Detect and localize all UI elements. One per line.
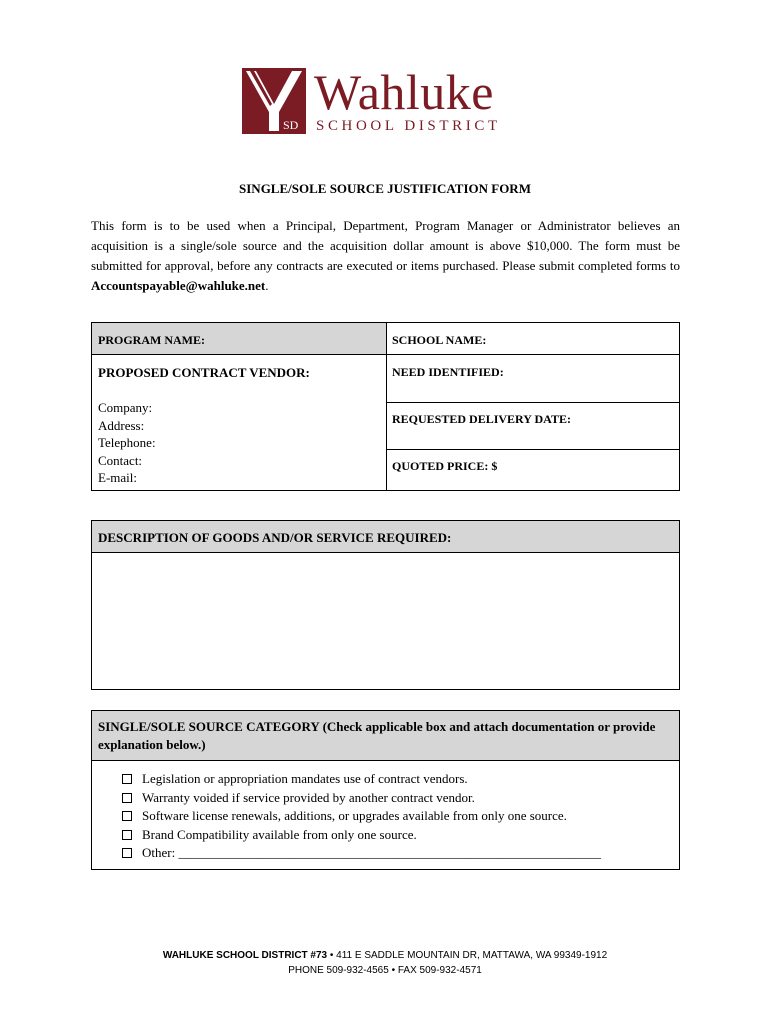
details-table	[91, 322, 680, 491]
column-divider	[386, 323, 387, 490]
vendor-address-field[interactable]: Address:	[98, 417, 145, 433]
category-option-label: Brand Compatibility available from only one source.	[142, 826, 417, 842]
category-section	[91, 710, 680, 870]
category-option-label: Warranty voided if service provided by another contract vendor.	[142, 789, 475, 805]
checkbox-icon[interactable]	[122, 793, 132, 803]
school-name-cell[interactable]	[387, 323, 679, 355]
category-header-label: SINGLE/SOLE SOURCE CATEGORY (Check applicable box and attach documentation or provide explanation below.)	[98, 719, 656, 752]
school-name-label: SCHOOL NAME:	[392, 333, 487, 347]
category-option-label: Legislation or appropriation mandates use of contract vendors.	[142, 771, 468, 787]
description-input-area[interactable]	[92, 553, 679, 689]
intro-end: .	[265, 278, 269, 293]
checkbox-icon[interactable]	[122, 811, 132, 821]
district-logo-mark-icon	[242, 68, 306, 134]
vendor-fields	[98, 399, 156, 487]
category-options	[122, 770, 601, 863]
row-divider	[387, 449, 679, 450]
logo-mark-text: SD	[283, 118, 299, 132]
category-option[interactable]	[122, 789, 601, 808]
footer-phone-line: PHONE 509-932-4565 • FAX 509-932-4571	[288, 965, 482, 976]
row-divider	[387, 402, 679, 403]
description-header-label: DESCRIPTION OF GOODS AND/OR SERVICE REQUIRED:	[98, 530, 452, 545]
form-title: SINGLE/SOLE SOURCE JUSTIFICATION FORM	[239, 181, 531, 196]
footer-address-line	[0, 948, 770, 963]
description-header	[92, 521, 679, 553]
district-name: Wahluke	[314, 64, 494, 120]
category-option[interactable]	[122, 807, 601, 826]
category-option[interactable]	[122, 826, 601, 845]
footer-district: WAHLUKE SCHOOL DISTRICT #73	[162, 950, 328, 961]
requested-delivery-label[interactable]: REQUESTED DELIVERY DATE:	[392, 412, 571, 426]
description-section	[91, 520, 680, 690]
vendor-email-field[interactable]: E-mail:	[98, 470, 137, 485]
proposed-vendor-label: PROPOSED CONTRACT VENDOR:	[98, 365, 310, 380]
category-header	[92, 711, 679, 761]
accounts-payable-email[interactable]: Accountspayable@wahluke.net	[91, 278, 266, 293]
intro-paragraph	[91, 216, 680, 296]
category-option[interactable]	[122, 844, 601, 863]
intro-text: This form is to be used when a Principal, Department, Program Manager or Administrator believes an acquisition is a single/sole source and the acquisition dollar amount is above $10,000. The form must be submitted for approval, before any contracts are executed or items purchased. Please submit completed forms to	[91, 218, 680, 273]
category-option[interactable]	[122, 770, 601, 789]
program-name-label: PROGRAM NAME:	[98, 333, 205, 347]
quoted-price-label[interactable]: QUOTED PRICE: $	[392, 459, 498, 473]
checkbox-icon[interactable]	[122, 830, 132, 840]
footer-address: • 411 E SADDLE MOUNTAIN DR, MATTAWA, WA 99349-1912	[327, 950, 608, 961]
vendor-telephone-field[interactable]: Telephone:	[98, 435, 156, 450]
category-option-label: Software license renewals, additions, or upgrades available from only one source.	[142, 808, 567, 824]
vendor-company-field[interactable]: Company:	[98, 400, 153, 415]
page-footer	[0, 948, 770, 978]
checkbox-icon[interactable]	[122, 774, 132, 784]
category-option-label: Other: _________________________________________________________________	[142, 845, 601, 861]
program-name-cell[interactable]	[92, 323, 386, 355]
need-identified-label[interactable]: NEED IDENTIFIED:	[392, 365, 504, 379]
district-logo	[242, 64, 532, 138]
district-subtitle: SCHOOL DISTRICT	[316, 118, 501, 134]
checkbox-icon[interactable]	[122, 848, 132, 858]
vendor-contact-field[interactable]: Contact:	[98, 452, 143, 468]
